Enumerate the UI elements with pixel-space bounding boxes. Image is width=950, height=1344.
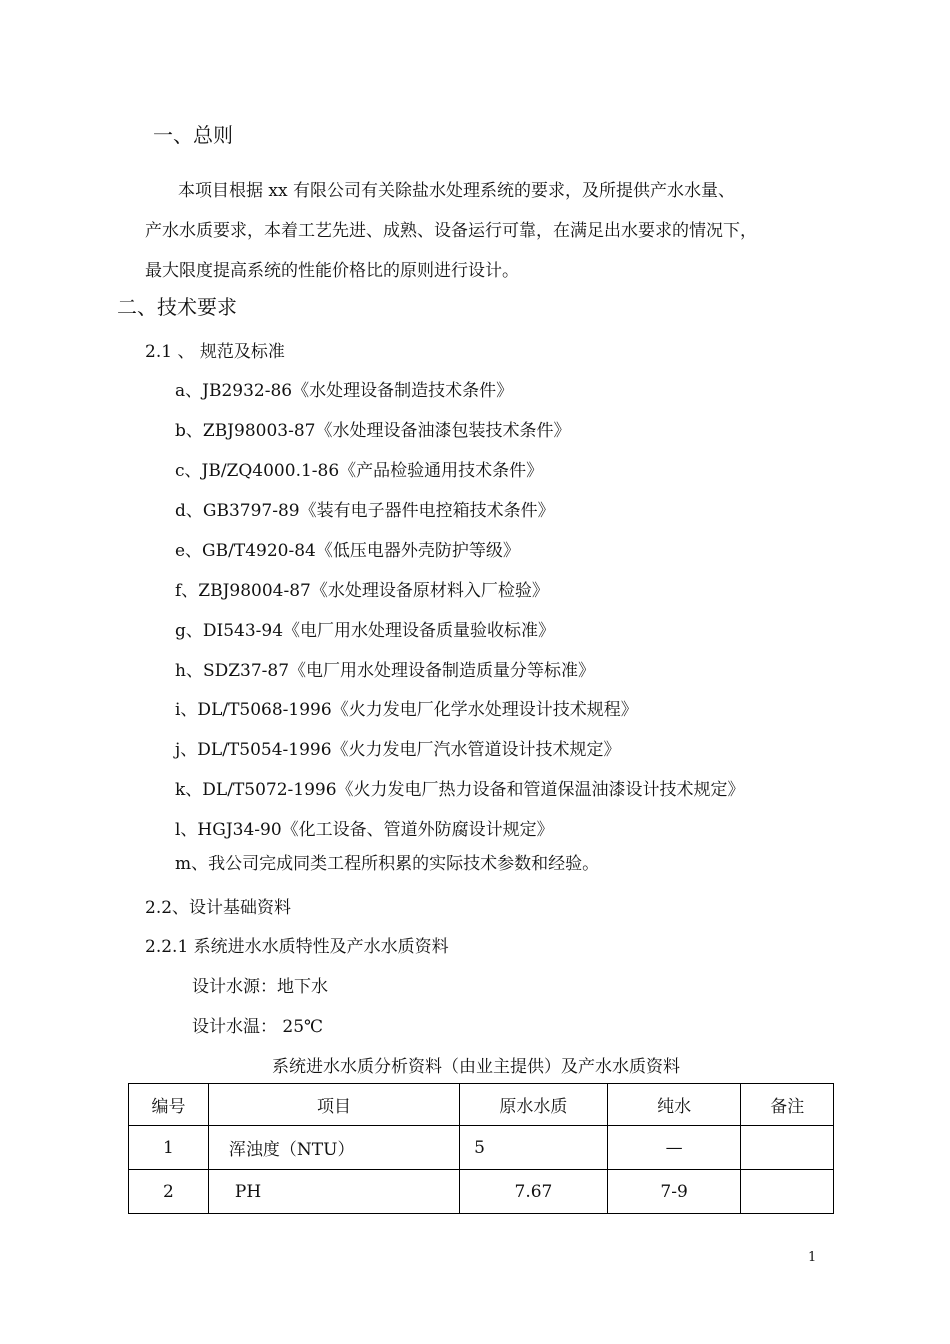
standard-item: g、DI543-94《电厂用水处理设备质量验收标准》	[175, 621, 556, 641]
header-pure-water: 纯水	[607, 1084, 741, 1126]
table-row	[129, 1126, 834, 1170]
cell-remarks	[741, 1170, 834, 1214]
header-no: 编号	[129, 1084, 209, 1126]
intro-line-1: 本项目根据 xx 有限公司有关除盐水处理系统的要求，及所提供产水水量、	[178, 181, 735, 201]
standard-item: j、DL/T5054-1996《火力发电厂汽水管道设计技术规定》	[175, 740, 621, 760]
header-remarks: 备注	[741, 1084, 834, 1126]
standard-item: c、JB/ZQ4000.1-86《产品检验通用技术条件》	[175, 461, 544, 481]
section-2-2-1-title: 2.2.1 系统进水水质特性及产水水质资料	[145, 937, 449, 957]
table-header-row	[129, 1084, 834, 1126]
section-1-title: 一、总则	[153, 123, 233, 147]
section-2-title: 二、技术要求	[117, 295, 237, 319]
standard-item: i、DL/T5068-1996《火力发电厂化学水处理设计技术规程》	[175, 700, 638, 720]
header-item: 项目	[208, 1084, 459, 1126]
standard-item: f、ZBJ98004-87《水处理设备原材料入厂检验》	[175, 581, 549, 601]
standard-item: b、ZBJ98003-87《水处理设备油漆包装技术条件》	[175, 421, 571, 441]
cell-pure-water: 7-9	[607, 1170, 741, 1214]
cell-pure-water: —	[607, 1126, 741, 1170]
page-number: 1	[808, 1250, 817, 1265]
cell-item: PH	[208, 1170, 459, 1214]
intro-line-2: 产水水质要求，本着工艺先进、成熟、设备运行可靠，在满足出水要求的情况下，	[145, 221, 757, 241]
water-quality-table	[128, 1083, 834, 1214]
intro-line-3: 最大限度提高系统的性能价格比的原则进行设计。	[145, 261, 519, 281]
cell-item: 浑浊度（NTU）	[208, 1126, 459, 1170]
cell-raw-water: 5	[460, 1126, 608, 1170]
standard-item: d、GB3797-89《装有电子器件电控箱技术条件》	[175, 501, 555, 521]
table-row	[129, 1170, 834, 1214]
design-water-source: 设计水源：地下水	[192, 977, 328, 997]
design-water-temp: 设计水温： 25℃	[192, 1017, 324, 1037]
table-caption: 系统进水水质分析资料（由业主提供）及产水水质资料	[272, 1057, 680, 1077]
cell-remarks	[741, 1126, 834, 1170]
standard-item: k、DL/T5072-1996《火力发电厂热力设备和管道保温油漆设计技术规定》	[175, 780, 745, 800]
standard-item: m、我公司完成同类工程所积累的实际技术参数和经验。	[175, 854, 600, 874]
cell-no: 2	[129, 1170, 209, 1214]
standard-item: h、SDZ37-87《电厂用水处理设备制造质量分等标准》	[175, 661, 596, 681]
section-2-2-title: 2.2、设计基础资料	[145, 898, 292, 918]
standard-item: a、JB2932-86《水处理设备制造技术条件》	[175, 381, 514, 401]
cell-no: 1	[129, 1126, 209, 1170]
standard-item: e、GB/T4920-84《低压电器外壳防护等级》	[175, 541, 520, 561]
cell-raw-water: 7.67	[460, 1170, 608, 1214]
section-2-1-title: 2.1 、 规范及标准	[145, 342, 285, 362]
header-raw-water: 原水水质	[460, 1084, 608, 1126]
standard-item: l、HGJ34-90《化工设备、管道外防腐设计规定》	[175, 820, 554, 840]
